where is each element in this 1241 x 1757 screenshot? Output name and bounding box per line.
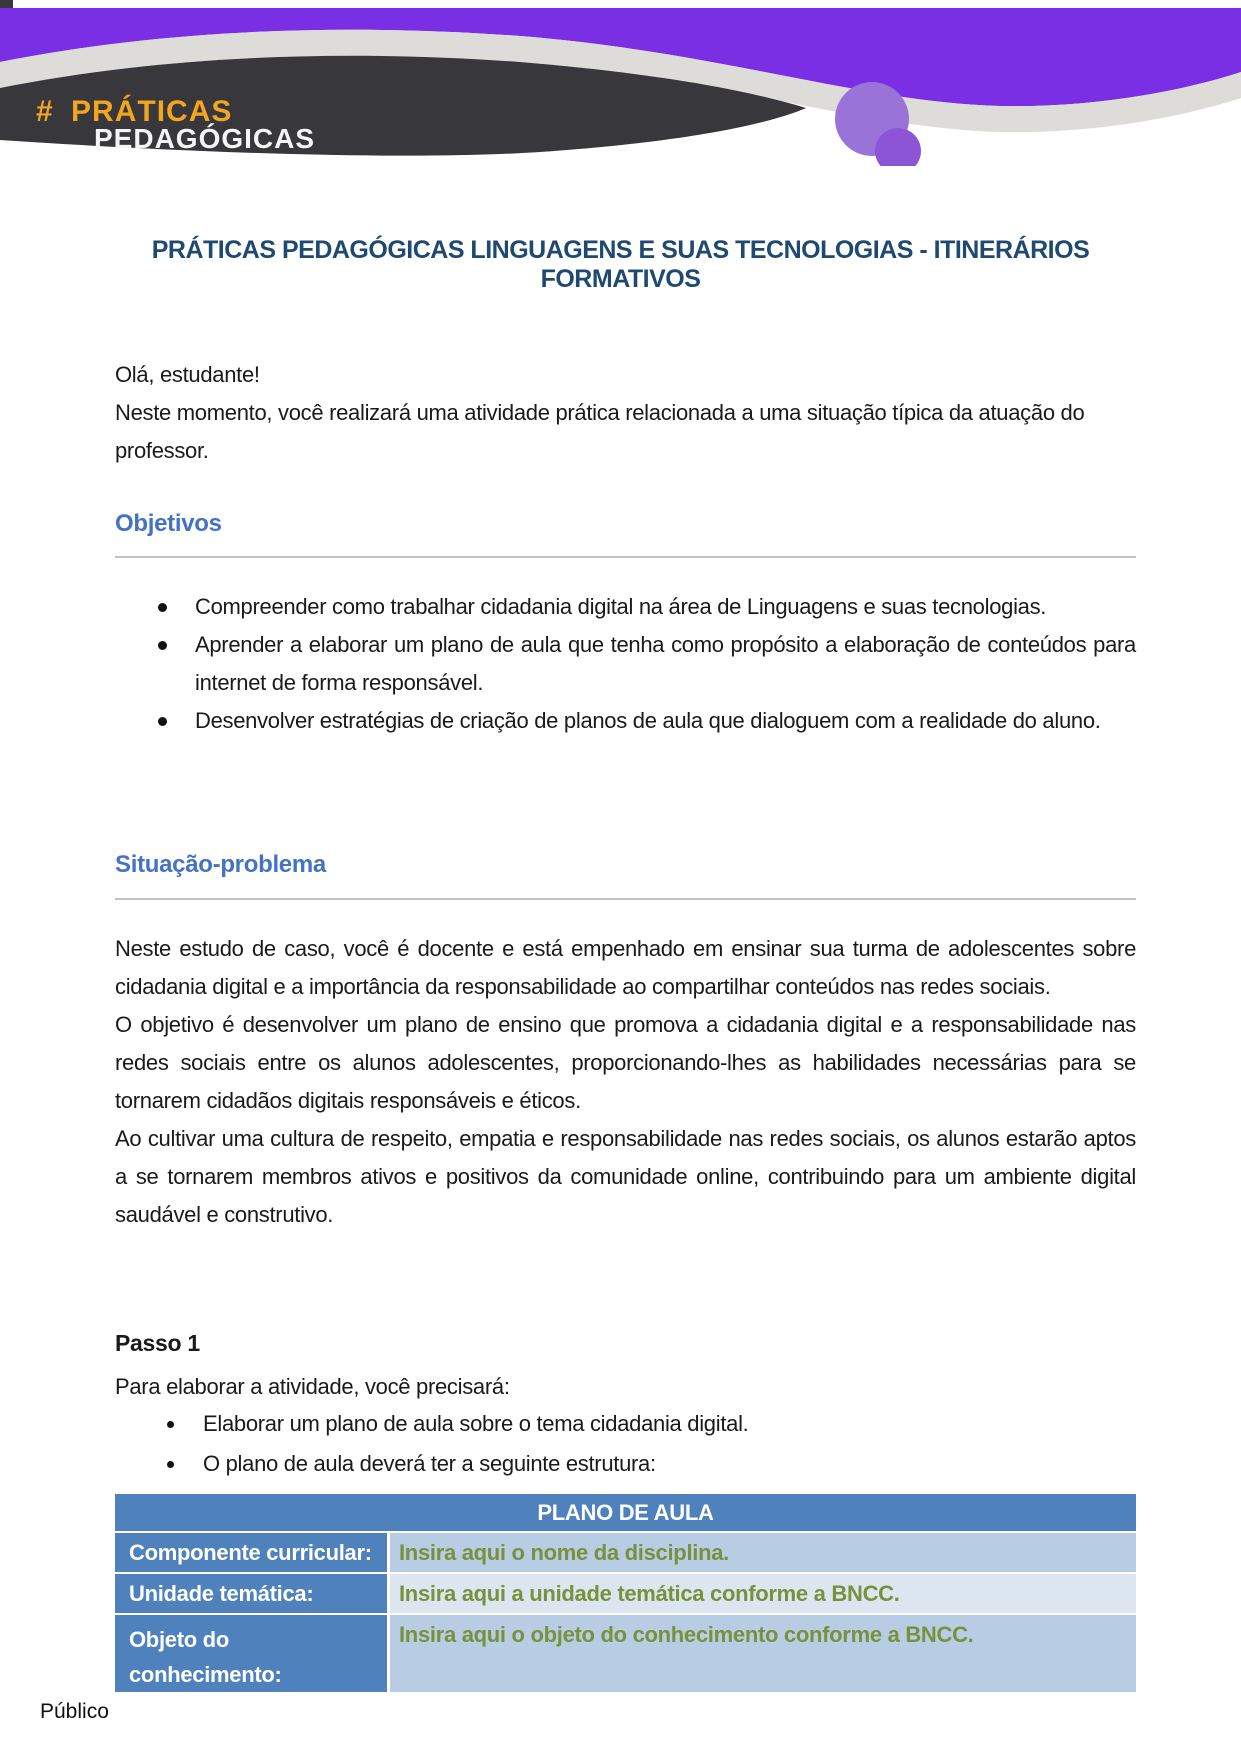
paragraph: Ao cultivar uma cultura de respeito, empatia e responsabilidade nas redes sociais, os alunos estarão aptos a se tornarem membros ativos e positivos da comunidade online, contribuindo para um ambiente digital saudável e construtivo. <box>115 1126 1136 1227</box>
logo-line2: PEDAGÓGICAS <box>94 123 316 154</box>
table-row <box>115 1572 1136 1613</box>
row-label-componente: Componente curricular: <box>115 1533 390 1572</box>
intro-greeting: Olá, estudante! <box>115 362 260 387</box>
plano-de-aula-table <box>115 1494 1136 1692</box>
list-item: Desenvolver estratégias de criação de planos de aula que dialoguem com a realidade do aluno. <box>150 702 1136 740</box>
table-row <box>115 1531 1136 1572</box>
header-banner <box>0 0 1241 166</box>
table-header: PLANO DE AULA <box>115 1494 1136 1531</box>
row-placeholder-objeto: Insira aqui o objeto do conhecimento conforme a BNCC. <box>390 1615 1136 1692</box>
objetivos-list <box>150 588 1136 740</box>
row-label-objeto: Objeto do conhecimento: <box>115 1615 390 1692</box>
footer-classification-label: Público <box>40 1700 109 1723</box>
paragraph: O objetivo é desenvolver um plano de ensino que promova a cidadania digital e a responsabilidade nas redes sociais entre os alunos adolescentes, proporcionando-lhes as habilidades necessárias para se tornarem cidadãos digitais responsáveis e éticos. <box>115 1012 1136 1113</box>
passo1-list <box>155 1404 1136 1484</box>
table-row <box>115 1613 1136 1692</box>
section-heading-situacao: Situação-problema <box>115 851 326 878</box>
row-label-unidade: Unidade temática: <box>115 1574 390 1613</box>
list-item: Aprender a elaborar um plano de aula que tenha como propósito a elaboração de conteúdos para internet de forma responsável. <box>150 626 1136 702</box>
logo-hash-icon: # <box>36 95 54 128</box>
row-placeholder-unidade: Insira aqui a unidade temática conforme a BNCC. <box>390 1574 1136 1613</box>
list-item: Elaborar um plano de aula sobre o tema cidadania digital. <box>155 1404 1136 1444</box>
divider-rule <box>115 556 1136 558</box>
intro-paragraph: Neste momento, você realizará uma atividade prática relacionada a uma situação típica da atuação do professor. <box>115 400 1085 463</box>
row-placeholder-componente: Insira aqui o nome da disciplina. <box>390 1533 1136 1572</box>
situacao-paragraphs <box>115 930 1136 1234</box>
paragraph: Neste estudo de caso, você é docente e está empenhado em ensinar sua turma de adolescentes sobre cidadania digital e a importância da responsabilidade ao compartilhar conteúdos nas redes sociais. <box>115 936 1136 999</box>
step-heading: Passo 1 <box>115 1330 200 1356</box>
section-heading-objetivos: Objetivos <box>115 510 222 537</box>
step-intro: Para elaborar a atividade, você precisará: <box>115 1374 510 1399</box>
divider-rule <box>115 898 1136 900</box>
list-item: Compreender como trabalhar cidadania digital na área de Linguagens e suas tecnologias. <box>150 588 1136 626</box>
list-item: O plano de aula deverá ter a seguinte estrutura: <box>155 1444 1136 1484</box>
intro-block <box>115 356 1136 470</box>
page-title: PRÁTICAS PEDAGÓGICAS LINGUAGENS E SUAS TECNOLOGIAS - ITINERÁRIOS FORMATIVOS <box>151 236 1090 293</box>
logo-line1: # PRÁTICAS <box>36 95 233 128</box>
